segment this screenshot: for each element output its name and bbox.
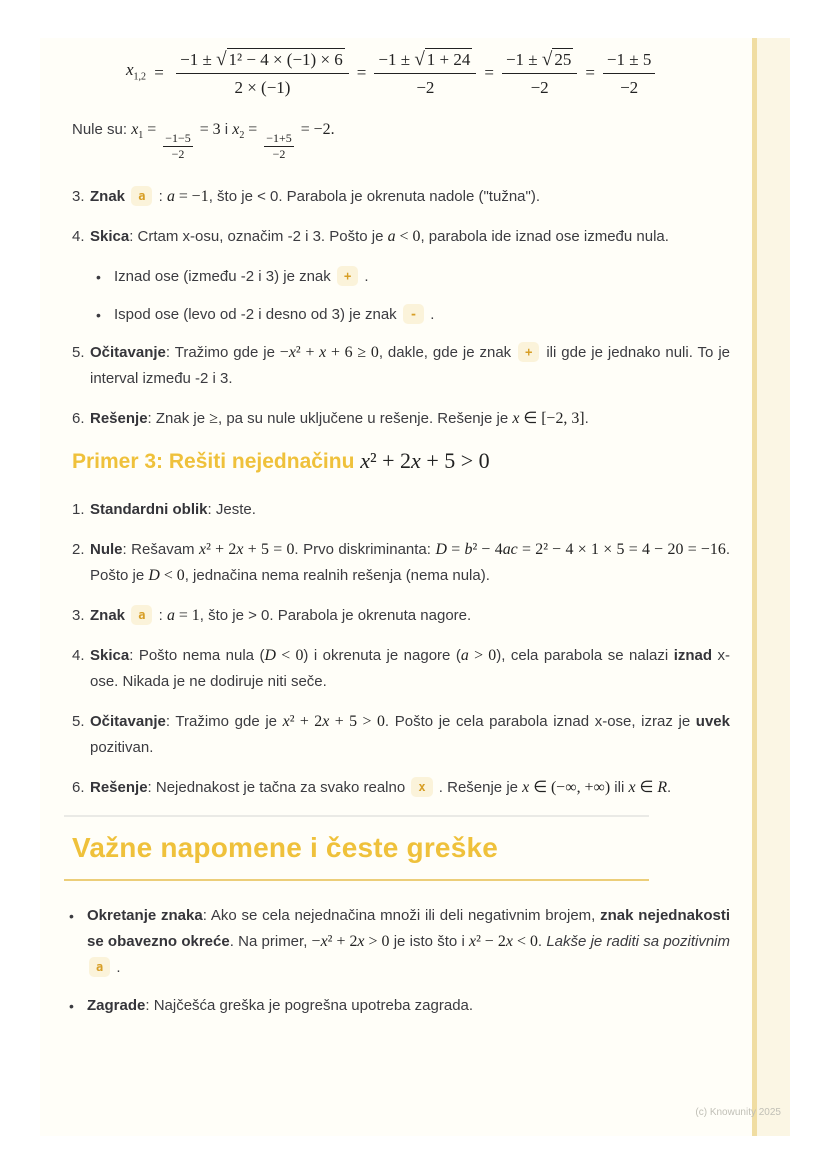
text-run: . <box>360 267 369 285</box>
math-text: x² + 2x + 5 > 0 <box>282 712 385 730</box>
bold-text-run: Okretanje znaka <box>87 906 203 924</box>
bullet-dot: • <box>96 268 101 285</box>
paragraph <box>72 117 730 162</box>
text-run: . <box>584 409 589 427</box>
math-variable: x <box>357 932 365 950</box>
list-item-text <box>90 709 730 761</box>
math-text: a = 1 <box>166 606 200 624</box>
list-item-text <box>90 603 730 629</box>
math-text: $x_{1,2}$ <box>126 59 147 82</box>
sqrt-radicand: 1 + 24 <box>426 50 471 69</box>
chapter-heading: Važne napomene i česte greške <box>72 831 499 863</box>
math-variable: x <box>131 120 139 138</box>
inline-code-badge: a <box>131 186 152 206</box>
bold-text-run: Rešenje <box>90 778 148 796</box>
math-text: D < 0 <box>148 566 185 584</box>
math-variable: x <box>126 59 134 79</box>
text-run: je isto što i <box>389 932 470 950</box>
numbered-list-item <box>72 224 730 250</box>
fraction-numerator: −1−5 <box>165 130 191 145</box>
list-item-number: 4. <box>72 227 85 245</box>
text-run: Ispod ose (levo od -2 i desno od 3) je znak <box>114 305 401 323</box>
math-variable: R <box>657 778 668 796</box>
math-text: = 3 <box>195 120 221 138</box>
math-variable: x <box>360 447 371 473</box>
list-item-text <box>90 224 730 250</box>
text-run: : Znak je <box>147 409 210 427</box>
numbered-list-item <box>72 709 730 761</box>
text-run: . <box>112 958 121 976</box>
math-variable: x <box>199 540 207 558</box>
math-text: $x_2$ <box>232 120 245 141</box>
numbered-list-item <box>72 537 730 589</box>
bold-text-run: Očitavanje <box>90 343 166 361</box>
math-variable: a <box>460 646 469 664</box>
list-item-text <box>87 993 730 1019</box>
bullet-dot: • <box>69 997 74 1014</box>
math-fraction <box>502 48 577 99</box>
bold-text-run: Nule <box>90 540 123 558</box>
fraction-denominator: −2 <box>171 146 185 161</box>
math-text: a = −1 <box>166 187 209 205</box>
bold-text-run: Znak <box>90 187 126 205</box>
text-run: : Pošto nema nula ( <box>129 646 265 664</box>
math-variable: D <box>435 540 447 558</box>
text-run: ) i okrenuta je nagore ( <box>303 646 461 664</box>
list-item-number: 3. <box>72 187 85 205</box>
math-text: a < 0 <box>387 227 421 245</box>
math-variable: x <box>512 409 520 427</box>
text-run: . Pošto je <box>90 540 730 584</box>
math-variable: x <box>288 343 296 361</box>
text-run: . Rešenje je <box>434 778 523 796</box>
math-variable: a <box>166 187 175 205</box>
fraction-denominator: −2 <box>272 146 286 161</box>
right-edge-strip <box>752 38 790 1136</box>
fraction-pre: −1 ± <box>505 50 542 69</box>
inline-code-badge: + <box>518 342 539 362</box>
numbered-list-item <box>72 643 730 695</box>
math-fraction <box>163 131 193 162</box>
bold-text-run: Rešenje <box>90 409 148 427</box>
math-variable: x <box>282 712 290 730</box>
fraction-pre: −1 ± <box>378 50 415 69</box>
list-item-text <box>90 184 730 210</box>
italic-text-run: Lakše je raditi sa pozitivnim <box>546 932 731 950</box>
inline-code-badge: + <box>337 266 358 286</box>
math-text: a > 0 <box>460 646 497 664</box>
math-text: x ∈ [−2, 3] <box>512 409 585 427</box>
text-run: : Tražimo gde je <box>165 343 280 361</box>
numbered-list-item <box>72 775 730 801</box>
text-run <box>125 607 129 624</box>
document-sheet <box>40 38 790 1136</box>
math-text: x ∈ (−∞, +∞) <box>522 778 611 796</box>
text-run: , što je < 0. Parabola je okrenuta nadole ("tužna"). <box>208 187 540 205</box>
bullet-dot: • <box>69 907 74 924</box>
math-fraction <box>264 131 294 162</box>
math-variable: x <box>505 932 513 950</box>
math-variable: a <box>166 606 175 624</box>
math-variable: x <box>236 540 244 558</box>
math-variable: a <box>387 227 396 245</box>
numbered-list-item <box>72 497 730 523</box>
math-text: −x² + x + 6 ≥ 0 <box>279 343 379 361</box>
bold-text-run: Standardni oblik <box>90 500 208 518</box>
bullet-list-item <box>96 264 730 290</box>
sqrt-radical-icon: √ <box>541 49 553 70</box>
text-run: : Najčešća greška je pogrešna upotreba zagrada. <box>145 996 474 1014</box>
math-fraction <box>374 48 476 99</box>
list-item-text <box>90 643 730 695</box>
section-heading <box>72 446 730 479</box>
text-run: . Na primer, <box>229 932 312 950</box>
list-item-number: 2. <box>72 540 85 558</box>
math-variable: x <box>469 932 477 950</box>
inline-code-badge: x <box>411 777 432 797</box>
bold-text-run: Skica <box>90 646 130 664</box>
text-run: ili <box>610 778 629 796</box>
math-variable: ac <box>502 540 518 558</box>
math-fraction <box>603 49 655 99</box>
list-item-text <box>90 537 730 589</box>
sqrt-radicand: 1² − 4 × (−1) × 6 <box>228 50 343 69</box>
math-text: = <box>150 63 169 83</box>
bullet-list-item <box>96 302 730 328</box>
list-item-number: 1. <box>72 500 85 518</box>
math-text: D < 0 <box>264 646 304 664</box>
text-run: Iznad ose (između -2 i 3) je znak <box>114 267 335 285</box>
math-text: = <box>484 63 494 83</box>
list-item-text <box>114 264 730 290</box>
text-run: , što je > 0. Parabola je okrenuta nagore. <box>199 606 472 624</box>
text-run: . Prvo diskriminanta: <box>294 540 436 558</box>
list-item-number: 3. <box>72 606 85 624</box>
section-divider <box>64 815 649 817</box>
math-text: D = b² − 4ac = 2² − 4 × 1 × 5 = 4 − 20 = −16 <box>435 540 726 558</box>
list-item-text <box>90 497 730 523</box>
math-variable: x <box>320 932 328 950</box>
list-item-number: 4. <box>72 646 85 664</box>
math-variable: x <box>322 712 330 730</box>
text-run: , jednačina nema realnih rešenja (nema nula). <box>184 566 490 584</box>
inline-code-badge: - <box>403 304 424 324</box>
math-text: = <box>356 63 367 83</box>
display-formula <box>124 48 730 99</box>
list-item-number: 6. <box>72 778 85 796</box>
bullet-list-item <box>69 993 730 1019</box>
list-item-text <box>90 406 730 432</box>
bold-text-run: Očitavanje <box>90 712 166 730</box>
list-item-text <box>114 302 730 328</box>
math-variable: b <box>464 540 473 558</box>
sqrt-radical-icon: √ <box>414 49 425 70</box>
bold-text-run: iznad <box>673 646 713 664</box>
bold-text-run: znak nejednakosti se obavezno okreće <box>87 906 730 950</box>
math-variable: x <box>628 778 636 796</box>
section-heading-math: x² + 2x + 5 > 0 <box>360 447 490 473</box>
text-run: pozitivan. <box>90 738 154 756</box>
text-run: : Crtam x-osu, označim -2 i 3. Pošto je <box>129 227 388 245</box>
text-run: , dakle, gde je znak <box>378 343 517 361</box>
numbered-list-item <box>72 603 730 629</box>
math-text: = −2. <box>296 120 335 138</box>
text-run: : Rešavam <box>122 540 200 558</box>
math-text: = <box>244 120 262 138</box>
sqrt-radicand: 25 <box>554 50 572 69</box>
numbered-list-item <box>72 340 730 392</box>
text-run: : Ako se cela nejednačina množi ili deli negativnim brojem, <box>202 906 601 924</box>
math-text: $x_1$ <box>131 120 144 141</box>
bold-text-run: uvek <box>695 712 730 730</box>
math-variable: x <box>319 343 327 361</box>
list-item-number: 5. <box>72 343 85 361</box>
text-run: : Tražimo gde je <box>165 712 283 730</box>
text-run: , pa su nule uključene u rešenje. Rešenje je <box>217 409 513 427</box>
math-text: x ∈ R <box>628 778 668 796</box>
text-run: ili gde je jednako nuli. To je interval između -2 i 3. <box>90 343 731 387</box>
math-text: = <box>585 63 595 83</box>
inline-code-badge: a <box>89 957 110 977</box>
list-item-text <box>90 775 730 801</box>
fraction-numerator <box>502 48 577 74</box>
text-run: . <box>667 778 672 796</box>
bold-text-run: Zagrade <box>87 996 146 1014</box>
text-run: : <box>154 187 167 205</box>
text-run: . Pošto je cela parabola iznad x-ose, izraz je <box>384 712 696 730</box>
math-fraction <box>176 48 349 99</box>
math-text: ≥ <box>209 409 218 427</box>
math-text: = <box>143 120 161 138</box>
fraction-numerator <box>176 48 349 74</box>
math-variable: x <box>411 447 421 473</box>
section-heading-text: Primer 3: Rešiti nejednačinu <box>72 449 361 473</box>
numbered-list-item <box>72 406 730 432</box>
bullet-dot: • <box>96 306 101 323</box>
fraction-denominator: −2 <box>416 78 435 98</box>
bold-text-run: Znak <box>90 606 126 624</box>
right-edge-accent-line <box>752 38 757 1136</box>
text-run: . <box>537 932 547 950</box>
heading-underline <box>64 879 649 881</box>
fraction-pre: −1 ± <box>180 50 217 69</box>
list-item-text <box>90 340 730 392</box>
fraction-denominator: 2 × (−1) <box>234 78 291 98</box>
fraction-numerator: −1+5 <box>266 130 292 145</box>
bullet-list-item <box>69 903 730 981</box>
text-run: . <box>426 305 435 323</box>
fraction-numerator: −1 ± 5 <box>603 49 655 74</box>
text-run: i <box>220 120 233 138</box>
text-run: : Jeste. <box>207 500 256 518</box>
text-run <box>125 188 129 205</box>
math-text: −x² + 2x > 0 <box>311 932 390 950</box>
text-run: : Nejednakost je tačna za svako realno <box>147 778 410 796</box>
fraction-denominator: −2 <box>620 77 639 97</box>
list-item-number: 6. <box>72 409 85 427</box>
list-item-text <box>87 903 730 981</box>
math-variable: D <box>264 646 276 664</box>
bold-text-run: Skica <box>90 227 130 245</box>
inline-code-badge: a <box>131 605 152 625</box>
list-item-number: 5. <box>72 712 85 730</box>
numbered-list-item <box>72 184 730 210</box>
text-run: Nule su: <box>72 120 132 138</box>
document-content <box>69 48 731 1019</box>
fraction-denominator: −2 <box>530 78 549 98</box>
math-text: x² − 2x < 0 <box>469 932 538 950</box>
fraction-numerator <box>374 48 476 74</box>
math-variable: x <box>232 120 240 138</box>
copyright-watermark: (c) Knowunity 2025 <box>695 1107 781 1118</box>
math-variable: x <box>522 778 530 796</box>
sqrt-radical-icon: √ <box>216 49 227 70</box>
text-run: : <box>154 606 167 624</box>
math-variable: D <box>148 566 160 584</box>
math-text: x² + 2x + 5 = 0 <box>199 540 295 558</box>
text-run: , parabola ide iznad ose između nula. <box>420 227 669 245</box>
text-run: ), cela parabola se nalazi <box>496 646 674 664</box>
text-run: x-ose. Nikada je ne dodiruje niti seče. <box>90 646 730 690</box>
